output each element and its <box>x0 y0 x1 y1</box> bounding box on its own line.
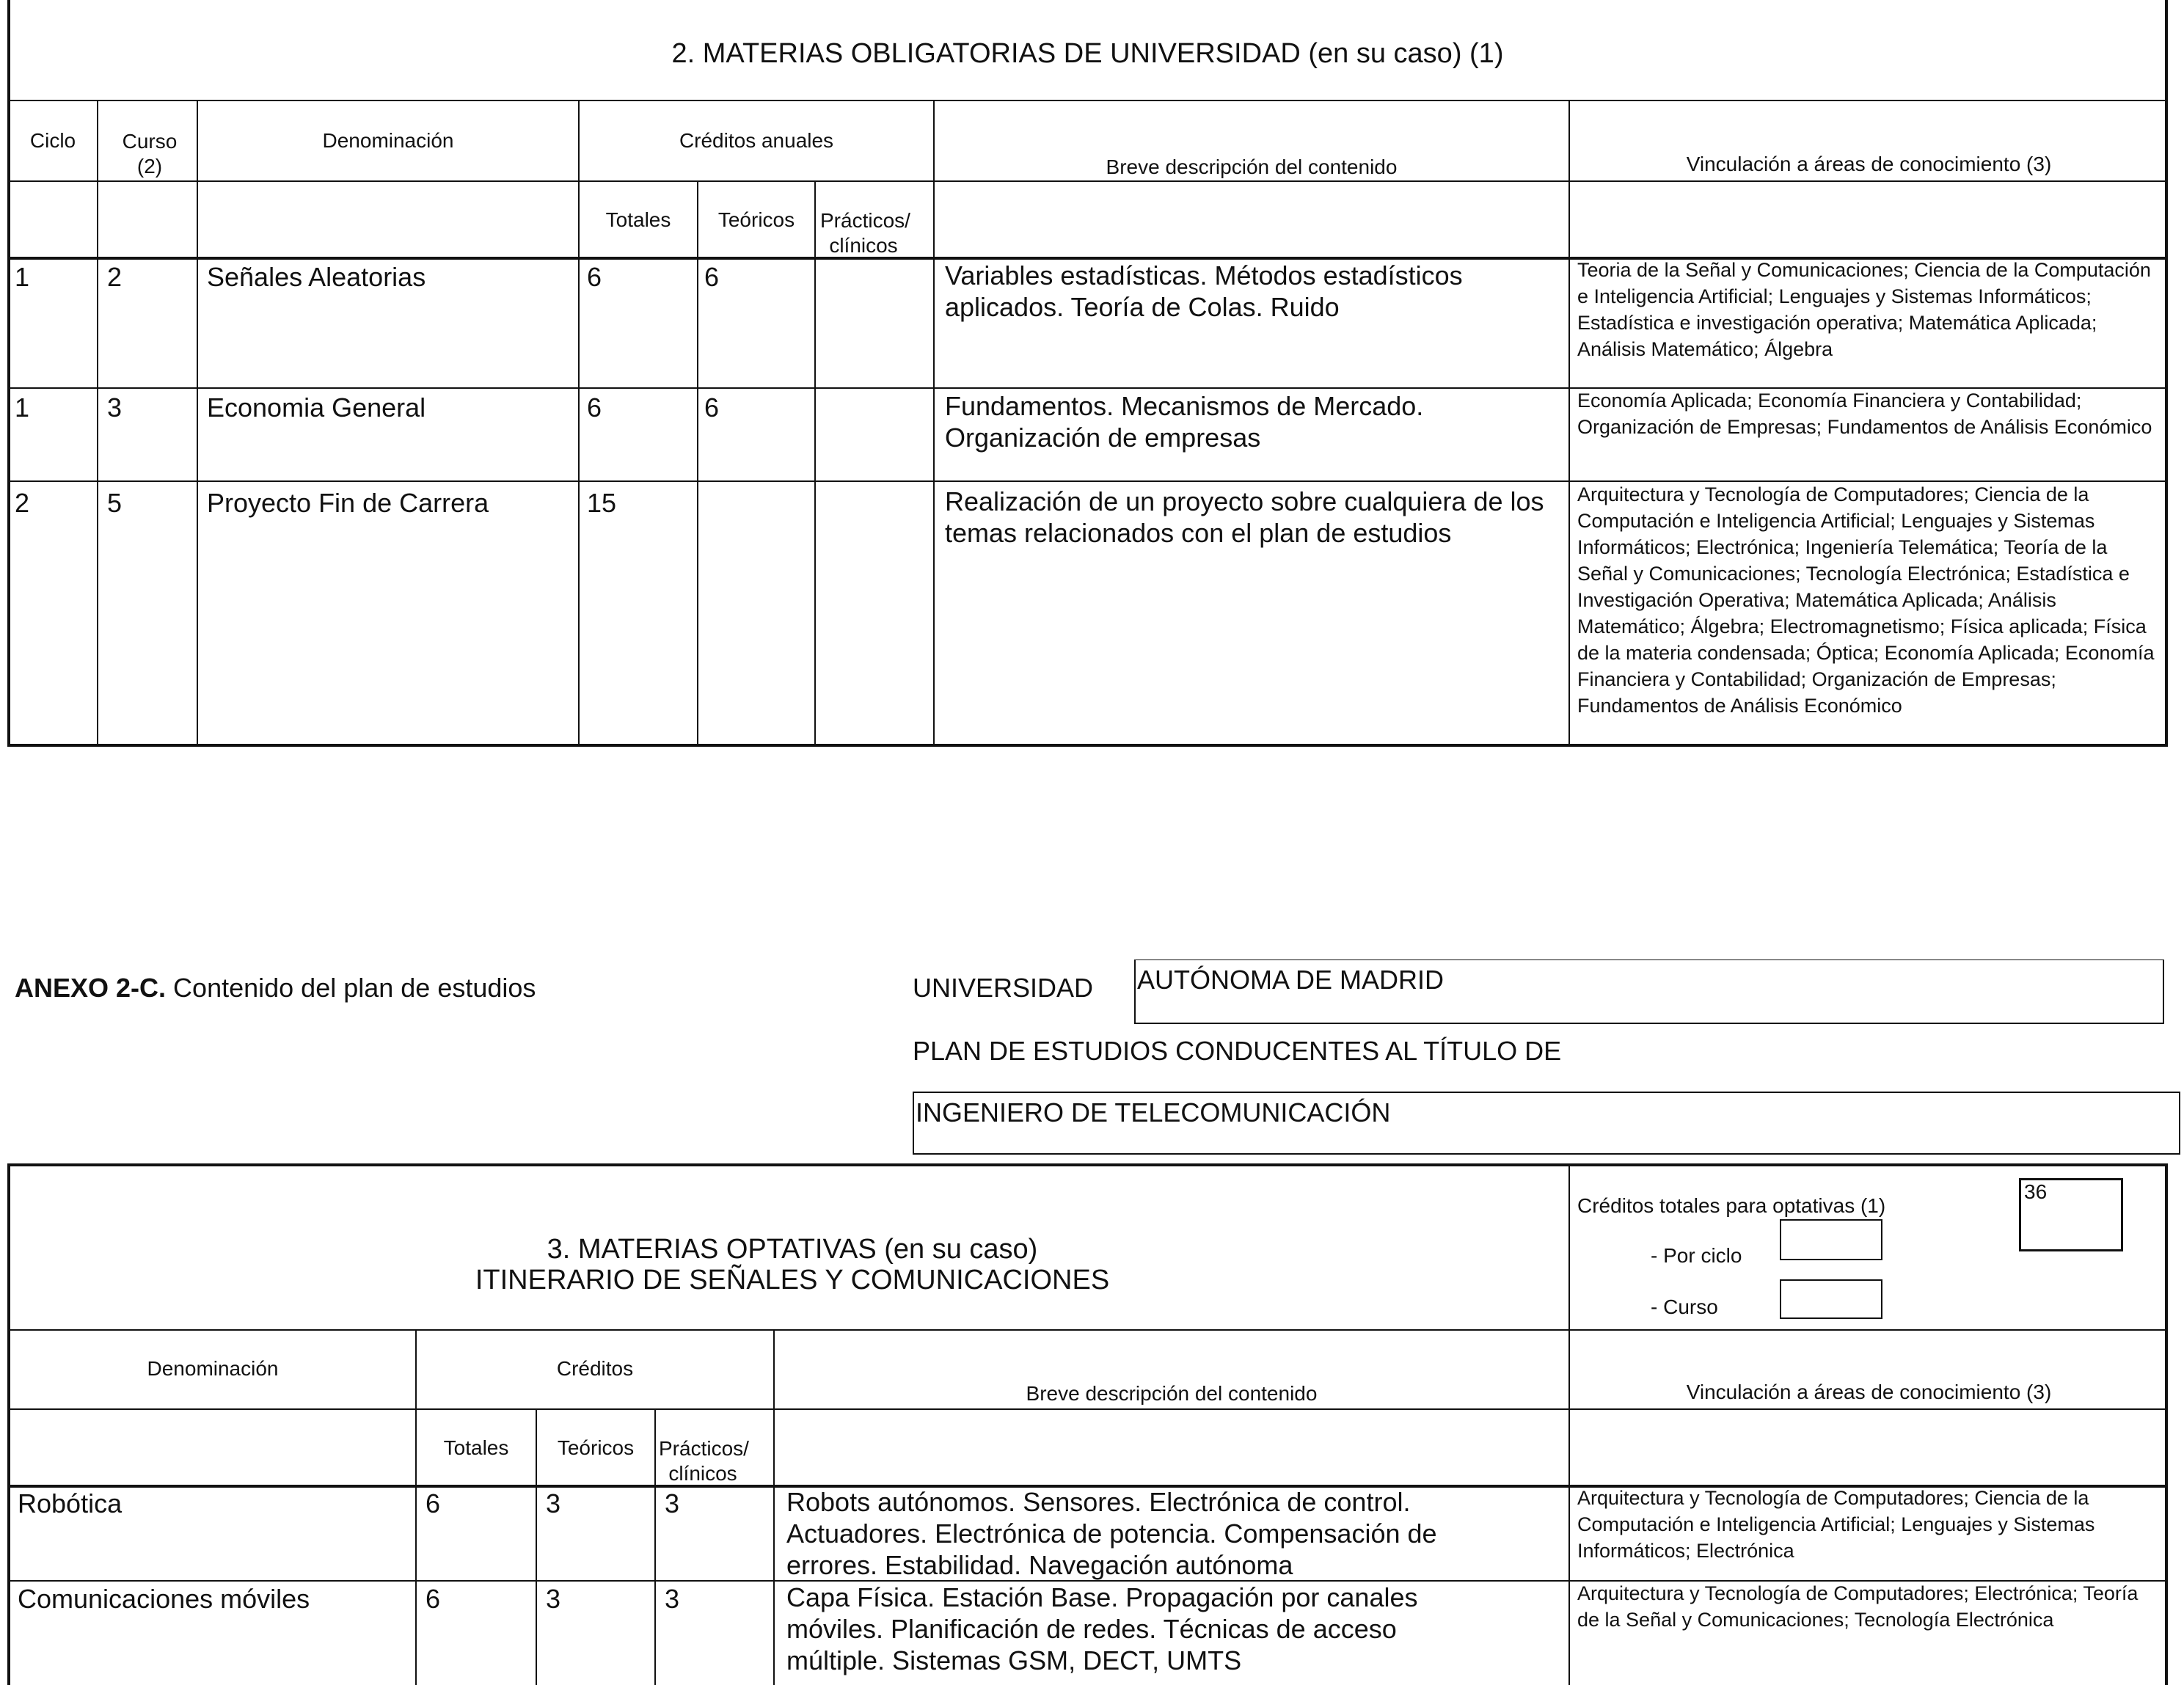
opt-header-teoricos: Teóricos <box>557 1436 635 1459</box>
cell-ciclo: 1 <box>15 392 30 423</box>
anexo-label-text: Contenido del plan de estudios <box>166 973 536 1003</box>
cell-practicos: 3 <box>665 1488 680 1518</box>
plan-label: PLAN DE ESTUDIOS CONDUCENTES AL TÍTULO DE <box>913 1036 1562 1066</box>
cell-vinculacion: Arquitectura y Tecnología de Computadores; Electrónica; Teoría de la Señal y Comunicaciones; Tecnología Electrónica <box>1577 1582 2139 1631</box>
curso-field[interactable] <box>1780 1279 1882 1319</box>
creditos-totales-label: Créditos totales para optativas (1) <box>1577 1194 1886 1217</box>
header-descripcion: Breve descripción del contenido <box>1106 156 1398 178</box>
titulo-value: INGENIERO DE TELECOMUNICACIÓN <box>916 1097 1391 1127</box>
universidad-label: UNIVERSIDAD <box>913 973 1094 1003</box>
cell-teoricos: 3 <box>546 1488 561 1518</box>
header-curso: Curso (2) <box>122 130 178 178</box>
cell-totales: 6 <box>426 1488 441 1518</box>
header-ciclo: Ciclo <box>29 129 76 152</box>
cell-curso: 5 <box>107 488 123 518</box>
optativas-title-line2: ITINERARIO DE SEÑALES Y COMUNICACIONES <box>475 1265 1110 1295</box>
header-vinculacion: Vinculación a áreas de conocimiento (3) <box>1686 153 2052 175</box>
cell-practicos: 3 <box>665 1584 680 1614</box>
por-ciclo-field[interactable] <box>1780 1219 1882 1260</box>
header-denominacion: Denominación <box>322 129 454 152</box>
cell-curso: 2 <box>107 262 123 292</box>
cell-teoricos: 3 <box>546 1584 561 1614</box>
cell-totales: 6 <box>587 392 602 423</box>
header-totales: Totales <box>605 208 671 231</box>
cell-ciclo: 2 <box>15 488 30 518</box>
cell-teoricos: 6 <box>704 262 720 292</box>
opt-header-creditos: Créditos <box>556 1357 634 1380</box>
cell-curso: 3 <box>107 392 123 423</box>
titulo-field[interactable] <box>913 1092 2180 1155</box>
cell-totales: 6 <box>426 1584 441 1614</box>
cell-totales: 15 <box>587 488 617 518</box>
header-creditos-anuales: Créditos anuales <box>679 129 834 152</box>
obligatorias-title: 2. MATERIAS OBLIGATORIAS DE UNIVERSIDAD (en su caso) (1) <box>671 38 1504 69</box>
cell-totales: 6 <box>587 262 602 292</box>
cell-descripcion: Fundamentos. Mecanismos de Mercado. Organización de empresas <box>945 391 1424 453</box>
opt-header-totales: Totales <box>443 1436 509 1459</box>
opt-header-descripcion: Breve descripción del contenido <box>1026 1382 1318 1405</box>
opt-header-denominacion: Denominación <box>147 1357 279 1380</box>
cell-vinculacion: Arquitectura y Tecnología de Computadores; Ciencia de la Computación e Inteligencia Artificial; Lenguajes y Sistemas Informáticos; Electrónica; Ingeniería Telemática; Teoría de la Señal y Comunicaciones; Tecnología Electrónica; Estadística e Investigación Operativa; Matemática Aplicada; Análisis Matemático; Álgebra; Electromagnetismo; Física aplicada; Física de la materia condensada; Óptica; Economía Aplicada; Economía Financiera y Contabilidad; Organización de Empresas; Fundamentos de Análisis Económico <box>1577 483 2155 717</box>
cell-teoricos: 6 <box>704 392 720 423</box>
cell-descripcion: Variables estadísticas. Métodos estadísticos aplicados. Teoría de Colas. Ruido <box>945 260 1463 322</box>
creditos-totales-value: 36 <box>2024 1180 2048 1203</box>
anexo-label <box>15 973 536 1004</box>
creditos-totales-field[interactable] <box>2019 1178 2123 1251</box>
cell-vinculacion: Teoria de la Señal y Comunicaciones; Ciencia de la Computación e Inteligencia Artificial; Lenguajes y Sistemas Informáticos; Estadística e investigación operativa; Matemática Aplicada; Análisis Matemático; Álgebra <box>1577 259 2151 360</box>
cell-denominacion: Comunicaciones móviles <box>18 1584 310 1614</box>
opt-header-vinculacion: Vinculación a áreas de conocimiento (3) <box>1686 1381 2052 1403</box>
cell-denominacion: Señales Aleatorias <box>207 262 426 292</box>
por-ciclo-label: - Por ciclo <box>1651 1244 1742 1267</box>
universidad-value: AUTÓNOMA DE MADRID <box>1137 965 1445 995</box>
universidad-field[interactable] <box>1134 960 2164 1024</box>
cell-denominacion: Proyecto Fin de Carrera <box>207 488 489 518</box>
cell-denominacion: Economia General <box>207 392 426 423</box>
curso-label: - Curso <box>1651 1295 1718 1318</box>
cell-vinculacion: Arquitectura y Tecnología de Computadores; Ciencia de la Computación e Inteligencia Artificial; Lenguajes y Sistemas Informáticos; Electrónica <box>1577 1487 2095 1562</box>
cell-descripcion: Capa Física. Estación Base. Propagación por canales móviles. Planificación de redes. Técnicas de acceso múltiple. Sistemas GSM, DECT, UMTS <box>786 1582 1418 1675</box>
header-teoricos: Teóricos <box>717 208 795 231</box>
anexo-label-bold: ANEXO 2-C. <box>15 973 167 1003</box>
opt-header-practicos: Prácticos/ clínicos <box>659 1437 749 1485</box>
cell-descripcion: Robots autónomos. Sensores. Electrónica de control. Actuadores. Electrónica de potencia. Compensación de errores. Estabilidad. Navegación autónoma <box>786 1487 1437 1580</box>
cell-ciclo: 1 <box>15 262 30 292</box>
cell-descripcion: Realización de un proyecto sobre cualquiera de los temas relacionados con el plan de estudios <box>945 486 1544 548</box>
cell-vinculacion: Economía Aplicada; Economía Financiera y Contabilidad; Organización de Empresas; Fundamentos de Análisis Económico <box>1577 390 2152 438</box>
header-practicos: Prácticos/ clínicos <box>820 209 910 257</box>
optativas-title-line1: 3. MATERIAS OPTATIVAS (en su caso) <box>547 1234 1038 1265</box>
cell-denominacion: Robótica <box>18 1488 123 1518</box>
